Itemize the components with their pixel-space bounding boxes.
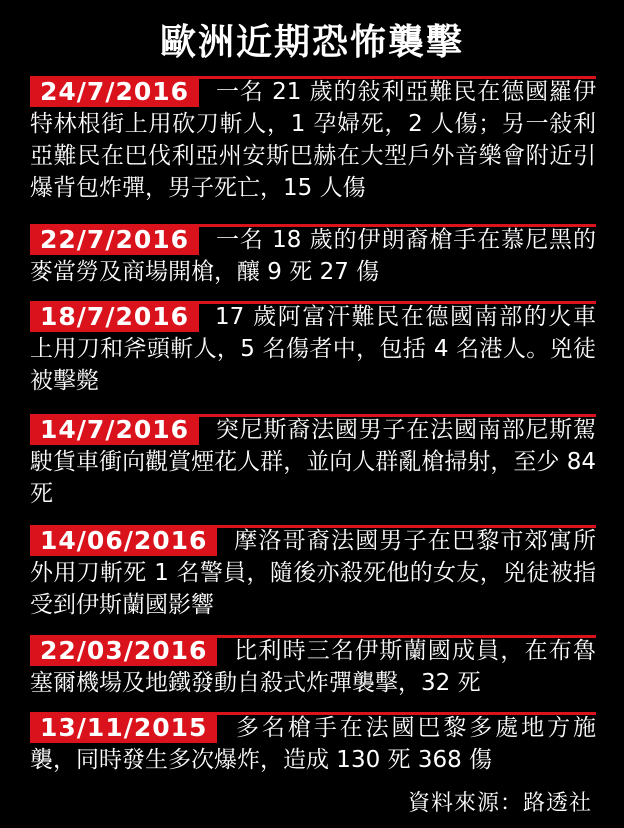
event-description: 17 歲阿富汗難民在德國南部的火車上用刀和斧頭斬人，5 名傷者中，包括 4 名港人。兇徒被擊斃 [30, 304, 596, 394]
page-title: 歐洲近期恐怖襲擊 [159, 22, 464, 63]
event-date-badge: 18/7/2016 [30, 301, 199, 332]
event-description: 比利時三名伊斯蘭國成員，在布魯塞爾機場及地鐵發動自殺式炸彈襲擊，32 死 [30, 638, 596, 696]
event-description: 摩洛哥裔法國男子在巴黎市郊寓所外用刀斬死 1 名警員，隨後亦殺死他的女友，兇徒被指受到伊斯蘭國影響 [30, 528, 596, 618]
source-credit: 資料來源：路透社 [407, 791, 592, 816]
event-date-badge: 13/11/2015 [30, 712, 217, 743]
event-date-badge: 22/7/2016 [30, 224, 199, 255]
event-date-badge: 14/06/2016 [30, 525, 217, 556]
event-description: 一名 18 歲的伊朗裔槍手在慕尼黑的麥當勞及商場開槍，釀 9 死 27 傷 [30, 227, 596, 285]
event-description: 突尼斯裔法國男子在法國南部尼斯駕駛貨車衝向觀賞煙花人群，並向人群亂槍掃射，至少 84 死 [30, 417, 596, 507]
event-date-badge: 22/03/2016 [30, 635, 217, 666]
event-description: 一名 21 歲的敍利亞難民在德國羅伊特林根街上用砍刀斬人，1 孕婦死，2 人傷；另一敍利亞難民在巴伐利亞州安斯巴赫在大型戶外音樂會附近引爆背包炸彈，男子死亡，15 人傷 [30, 79, 596, 201]
event-description: 多名槍手在法國巴黎多處地方施襲，同時發生多次爆炸，造成 130 死 368 傷 [30, 715, 596, 773]
event-date-badge: 24/7/2016 [30, 76, 199, 107]
event-date-badge: 14/7/2016 [30, 414, 199, 445]
